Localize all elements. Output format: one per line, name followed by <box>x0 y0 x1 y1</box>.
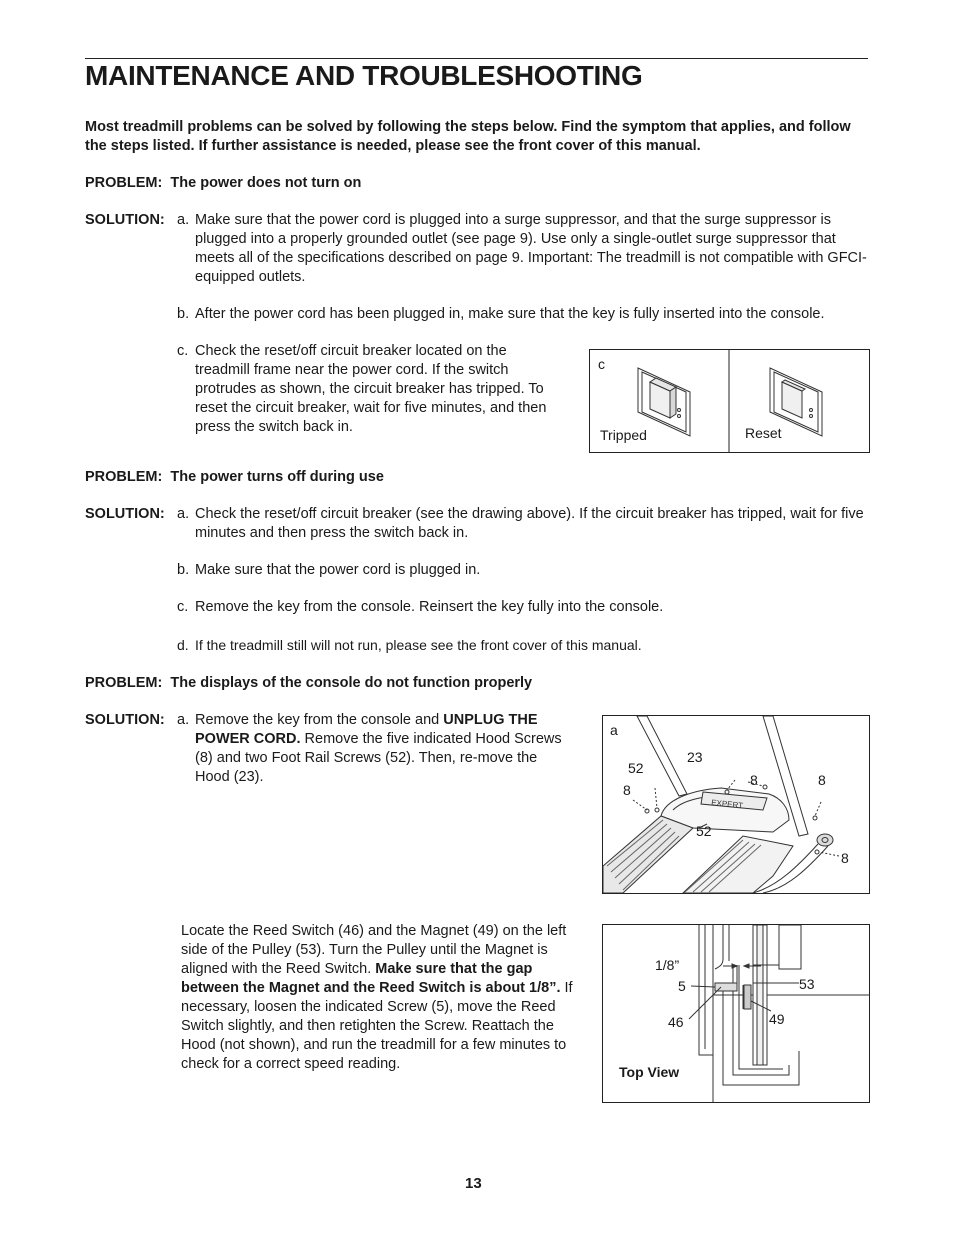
step-letter: a. <box>177 212 190 228</box>
step-text: Make sure that the power cord is plugged into a surge suppressor, and that the surge suppressor is plugged into a properly grounded outlet (see page 9). Use only a single-outlet surge suppressor that meets all of the specifications described on page 9. Important: The treadmill is not compatible with GFCI-equipped outlets. <box>195 212 867 285</box>
callout-magnet: 49 <box>769 1011 785 1027</box>
problem-2 <box>85 468 384 487</box>
callout-reed-switch: 46 <box>668 1014 684 1030</box>
solution-2a <box>177 505 869 543</box>
solution-2d <box>177 636 869 655</box>
page-number: 13 <box>465 1175 482 1192</box>
solution-1c <box>177 342 557 437</box>
page-title: MAINTENANCE AND TROUBLESHOOTING <box>85 60 643 91</box>
hood-drawing <box>603 716 869 893</box>
callout-hood-screw: 8 <box>623 782 631 798</box>
solution-2b <box>177 561 869 580</box>
reed-switch-paragraph: Locate the Reed Switch (46) and the Magnet (49) on the left side of the Pulley (53). Turn the Pulley until the Magnet is aligned with the Reed Switch. Make sure that the gap between the Magnet and the Reed Switch is about 1/8”. If necessary, loosen the indicated Screw (5), move the Reed Switch slightly, and then retighten the Screw. Reattach the Hood (not shown), and run the treadmill for a few minutes to check for a correct speed reading. <box>181 923 573 1072</box>
intro-paragraph: Most treadmill problems can be solved by following the steps below. Find the symptom that applies, and follow the steps listed. If further assistance is needed, please see the front cover of this manual. <box>85 119 851 154</box>
solution-1-label: SOLUTION: <box>85 212 165 228</box>
problem-label: PROBLEM: <box>85 469 163 485</box>
breaker-figure <box>589 349 870 453</box>
step-text: Check the reset/off circuit breaker located on the treadmill frame near the power cord. If the switch protrudes as shown, the circuit breaker has tripped. To reset the circuit breaker, wait for five minutes, and then press the switch back in. <box>195 343 547 435</box>
step-text: Remove the key from the console and UNPLUG THE POWER CORD. Remove the five indicated Hood Screws (8) and two Foot Rail Screws (52). Then, re-move the Hood (23). <box>195 712 562 785</box>
problem-label: PROBLEM: <box>85 175 163 191</box>
callout-hood-screw: 8 <box>818 772 826 788</box>
problem-3-title: The displays of the console do not function properly <box>170 675 533 691</box>
step-text: Remove the key from the console. Reinsert the key fully into the console. <box>195 599 664 615</box>
problem-3 <box>85 674 532 693</box>
solution-1b <box>177 305 877 324</box>
solution-3-label: SOLUTION: <box>85 712 165 728</box>
gap-label: 1/8” <box>655 957 680 973</box>
callout-pulley: 53 <box>799 976 815 992</box>
step-letter: b. <box>177 562 190 578</box>
step-text: If the treadmill still will not run, please see the front cover of this manual. <box>195 637 642 653</box>
problem-label: PROBLEM: <box>85 675 163 691</box>
callout-hood: 23 <box>687 749 703 765</box>
problem-1 <box>85 174 361 193</box>
step-letter: a. <box>177 712 190 728</box>
callout-screw: 5 <box>678 978 686 994</box>
step-letter: b. <box>177 306 190 322</box>
solution-2-label: SOLUTION: <box>85 506 165 522</box>
solution-3a <box>177 711 569 787</box>
top-view-label: Top View <box>619 1064 680 1080</box>
step-letter: d. <box>177 637 189 653</box>
top-rule <box>85 58 868 59</box>
hood-figure-letter: a <box>610 722 618 738</box>
callout-foot-rail-screw: 52 <box>628 760 644 776</box>
callout-hood-screw: 8 <box>841 850 849 866</box>
problem-1-title: The power does not turn on <box>170 175 362 191</box>
callout-foot-rail-screw: 52 <box>696 823 712 839</box>
step-letter: c. <box>177 343 189 359</box>
solution-2c <box>177 598 869 617</box>
callout-hood-screw: 8 <box>750 772 758 788</box>
reed-switch-figure <box>602 924 870 1103</box>
console-brand-text: EXPERT <box>710 798 744 811</box>
step-text: Make sure that the power cord is plugged in. <box>195 562 481 578</box>
breaker-figure-letter: c <box>598 356 605 372</box>
step-letter: a. <box>177 506 190 522</box>
step-text: After the power cord has been plugged in, make sure that the key is fully inserted into the console. <box>195 306 825 322</box>
hood-figure <box>602 715 870 894</box>
step-text: Check the reset/off circuit breaker (see the drawing above). If the circuit breaker has tripped, wait for five minutes and then press the switch back in. <box>195 506 864 541</box>
reset-label: Reset <box>745 425 782 441</box>
tripped-label: Tripped <box>600 427 647 443</box>
solution-1a <box>177 211 869 287</box>
problem-2-title: The power turns off during use <box>170 469 384 485</box>
step-letter: c. <box>177 599 189 615</box>
